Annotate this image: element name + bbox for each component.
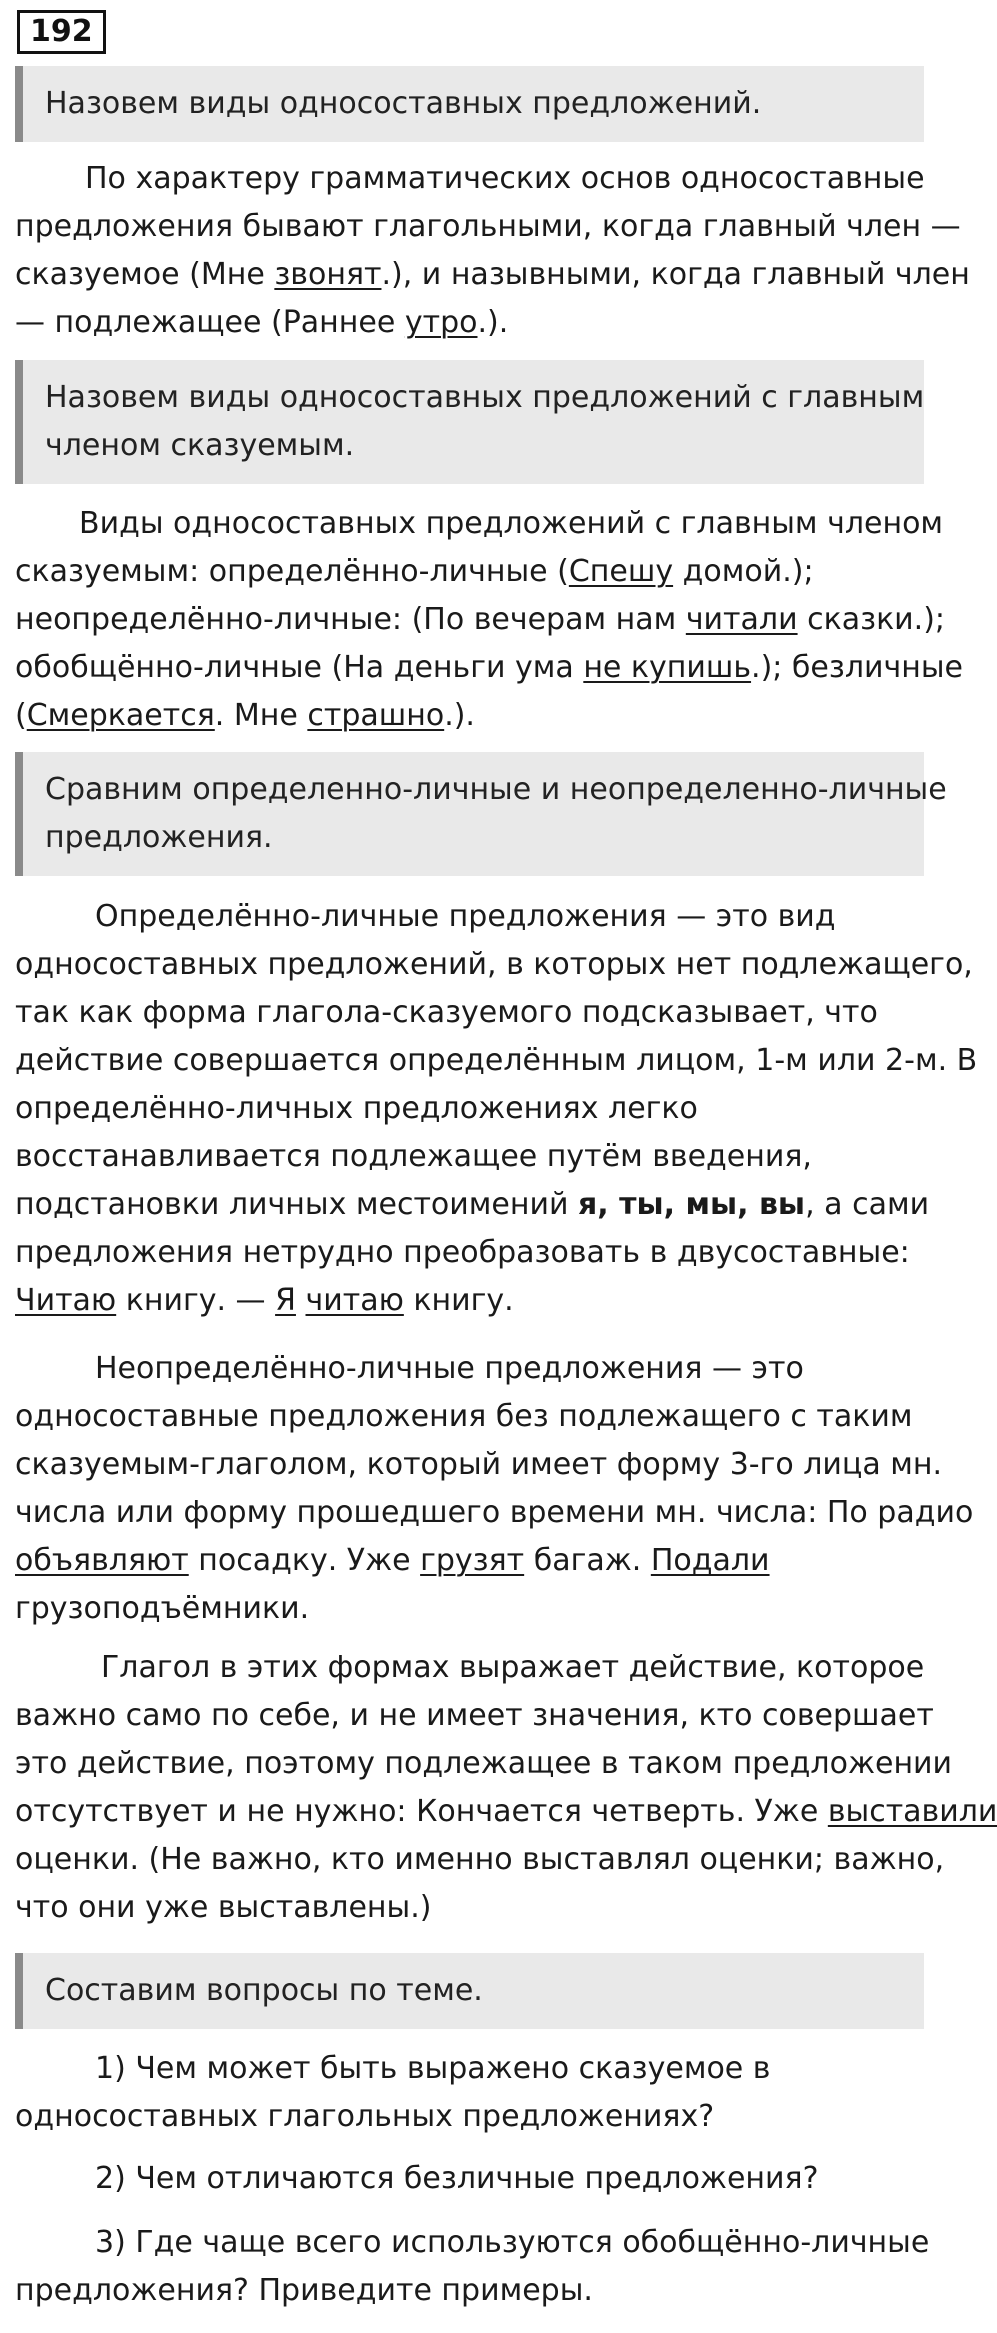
underlined-predicate: Читаю xyxy=(15,1283,117,1318)
question-item xyxy=(15,2155,945,2203)
underlined-predicate: не купишь xyxy=(583,650,752,685)
underlined-subject: утро xyxy=(404,305,478,340)
underlined-predicate: Смеркается xyxy=(26,698,215,733)
section-heading xyxy=(15,752,947,876)
underlined-predicate: Подали xyxy=(650,1543,770,1578)
text-line: 1) Чем может быть выражено сказуемое в xyxy=(95,2051,771,2086)
heading-text: членом сказуемым. xyxy=(45,428,355,463)
text-line: оценки. (Не важно, кто именно выставлял оценки; важно, xyxy=(15,1842,945,1877)
underlined-predicate: читаю xyxy=(305,1283,404,1318)
underlined-predicate: страшно xyxy=(307,698,445,733)
text-line: предложения бывают глагольными, когда главный член — xyxy=(15,209,961,244)
text-line: односоставных предложений, в которых нет подлежащего, xyxy=(15,947,973,982)
question-item xyxy=(15,2219,945,2315)
text-line: — подлежащее (Раннее утро.). xyxy=(15,305,509,340)
text-line: 3) Где чаще всего используются обобщённо-личные xyxy=(95,2225,930,2260)
text-line: предложения? Приведите примеры. xyxy=(15,2273,593,2308)
question-item xyxy=(15,2045,945,2141)
text-line: (Смеркается. Мне страшно.). xyxy=(15,698,475,733)
text-line: неопределённо-личные: (По вечерам нам читали сказки.); xyxy=(15,602,946,637)
section-heading xyxy=(15,66,924,142)
text-line: Виды односоставных предложений с главным членом xyxy=(79,506,944,541)
bold-pronouns: я, ты, мы, вы xyxy=(578,1187,806,1222)
text-line: объявляют посадку. Уже грузят багаж. Подали xyxy=(15,1543,770,1578)
text-line: действие совершается определённым лицом, 1-м или 2-м. В xyxy=(15,1043,978,1078)
text-line: односоставных глагольных предложениях? xyxy=(15,2099,715,2134)
paragraph xyxy=(15,155,970,347)
text-line: односоставные предложения без подлежащего с таким xyxy=(15,1399,913,1434)
text-line: так как форма глагола-сказуемого подсказывает, что xyxy=(15,995,878,1030)
text-line: восстанавливается подлежащее путём введения, xyxy=(15,1139,812,1174)
text-line: что они уже выставлены.) xyxy=(15,1890,432,1925)
underlined-subject: Я xyxy=(275,1283,296,1318)
text-line: сказуемое (Мне звонят.), и назывными, когда главный член xyxy=(15,257,970,292)
paragraph xyxy=(15,1644,997,1932)
underlined-predicate: выставили xyxy=(827,1794,997,1829)
text-line: определённо-личных предложениях легко xyxy=(15,1091,698,1126)
underlined-predicate: объявляют xyxy=(15,1543,189,1578)
underlined-predicate: звонят xyxy=(274,257,382,292)
text-line: сказуемым-глаголом, который имеет форму 3-го лица мн. xyxy=(15,1447,943,1482)
text-line: важно само по себе, и не имеет значения, кто совершает xyxy=(15,1698,934,1733)
underlined-predicate: грузят xyxy=(420,1543,525,1578)
heading-text: Сравним определенно-личные и неопределенно-личные xyxy=(45,772,947,807)
text-line: Неопределённо-личные предложения — это xyxy=(95,1351,804,1386)
text-line: Определённо-личные предложения — это вид xyxy=(95,899,836,934)
text-line: числа или форму прошедшего времени мн. числа: По радио xyxy=(15,1495,974,1530)
text-line: По характеру грамматических основ односоставные xyxy=(85,161,925,196)
exercise-number: 192 xyxy=(17,10,106,54)
heading-text: предложения. xyxy=(45,820,273,855)
text-line: это действие, поэтому подлежащее в таком предложении xyxy=(15,1746,953,1781)
text-line: отсутствует и не нужно: Кончается четверть. Уже выставили xyxy=(15,1794,997,1829)
text-line: Читаю книгу. — Я читаю книгу. xyxy=(15,1283,514,1318)
paragraph xyxy=(15,893,978,1325)
text-line: обобщённо-личные (На деньги ума не купишь.); безличные xyxy=(15,650,963,685)
section-heading xyxy=(15,1953,924,2029)
underlined-predicate: Спешу xyxy=(568,554,674,589)
heading-text: Назовем виды односоставных предложений с главным xyxy=(45,380,925,415)
underlined-predicate: читали xyxy=(685,602,798,637)
text-line: подстановки личных местоимений я, ты, мы, вы, а сами xyxy=(15,1187,930,1222)
section-heading xyxy=(15,360,924,484)
heading-text: Составим вопросы по теме. xyxy=(45,1973,483,2008)
text-line: 2) Чем отличаются безличные предложения? xyxy=(95,2161,819,2196)
text-line: грузоподъёмники. xyxy=(15,1591,310,1626)
text-line: Глагол в этих формах выражает действие, которое xyxy=(101,1650,925,1685)
text-line: сказуемым: определённо-личные (Спешу домой.); xyxy=(15,554,814,589)
heading-text: Назовем виды односоставных предложений. xyxy=(45,86,762,121)
paragraph xyxy=(15,500,963,740)
paragraph xyxy=(15,1345,974,1633)
text-line: предложения нетрудно преобразовать в двусоставные: xyxy=(15,1235,910,1270)
